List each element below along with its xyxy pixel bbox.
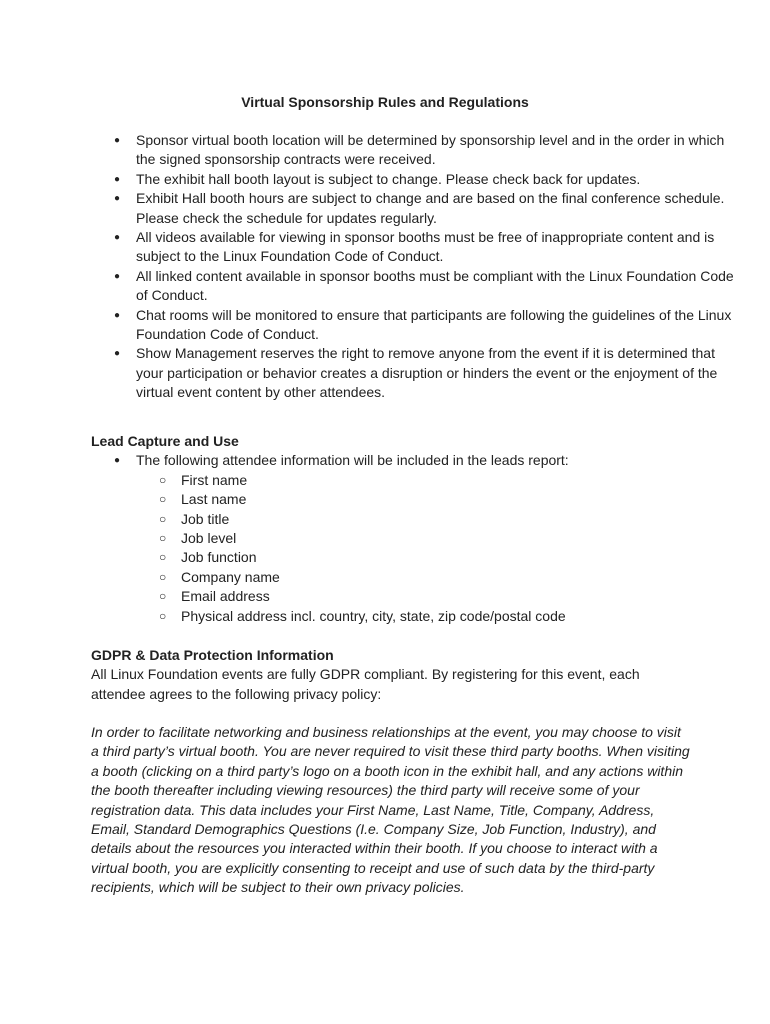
rules-list (91, 131, 736, 403)
list-item (136, 451, 691, 626)
lead-capture-section (91, 432, 691, 626)
lead-capture-intro: The following attendee information will be included in the leads report: (136, 452, 569, 469)
list-item: ● Show Management reserves the right to remove anyone from the event if it is determined that your participation or behavior creates a disruption or hinders the event or the enjoyment of the virtual event content by other attendees. (136, 344, 736, 402)
gdpr-paragraph: All Linux Foundation events are fully GDPR compliant. By registering for this event, each attendee agrees to the following privacy policy: (91, 666, 640, 702)
list-item: ● Chat rooms will be monitored to ensure that participants are following the guidelines of the Linux Foundation Code of Conduct. (136, 306, 736, 345)
list-item: ○ Last name (181, 490, 691, 509)
list-item: ○ Company name (181, 568, 691, 587)
page-title: Virtual Sponsorship Rules and Regulations (241, 94, 529, 110)
lead-capture-heading: Lead Capture and Use (91, 433, 239, 449)
list-item: ● All linked content available in sponsor booths must be compliant with the Linux Foundation Code of Conduct. (136, 267, 736, 306)
list-item: ● All videos available for viewing in sponsor booths must be free of inappropriate content and is subject to the Linux Foundation Code of Conduct. (136, 228, 736, 267)
list-item: ○ First name (181, 471, 691, 490)
list-item: ○ Job function (181, 548, 691, 567)
list-item: ● The exhibit hall booth layout is subject to change. Please check back for updates. (136, 170, 736, 189)
privacy-policy-section (91, 723, 691, 898)
lead-capture-list (91, 451, 691, 626)
list-item: ● Sponsor virtual booth location will be determined by sponsorship level and in the order in which the signed sponsorship contracts were received. (136, 131, 736, 170)
list-item: ● Exhibit Hall booth hours are subject to change and are based on the final conference schedule. Please check the schedule for updates regularly. (136, 189, 736, 228)
privacy-policy-text: In order to facilitate networking and business relationships at the event, you may choose to visit a third party’s virtual booth. You are never required to visit these third party booths. When visiting a booth (clicking on a third party’s logo on a booth icon in the exhibit hall, and any actions within the booth thereafter including viewing resources) the third party will receive some of your registration data. This data includes your First Name, Last Name, Title, Company, Address, Email, Standard Demographics Questions (I.e. Company Size, Job Function, Industry), and details about the resources you interacted within their booth. If you choose to interact with a virtual booth, you are explicitly consenting to receipt and use of such data by the third-party recipients, which will be subject to their own privacy policies. (91, 724, 690, 896)
gdpr-section (91, 646, 691, 704)
gdpr-heading: GDPR & Data Protection Information (91, 647, 334, 663)
list-item: ○ Job title (181, 510, 691, 529)
list-item: ○ Job level (181, 529, 691, 548)
lead-fields-list (136, 471, 691, 626)
list-item: ○ Physical address incl. country, city, state, zip code/postal code (181, 607, 691, 626)
list-item: ○ Email address (181, 587, 691, 606)
